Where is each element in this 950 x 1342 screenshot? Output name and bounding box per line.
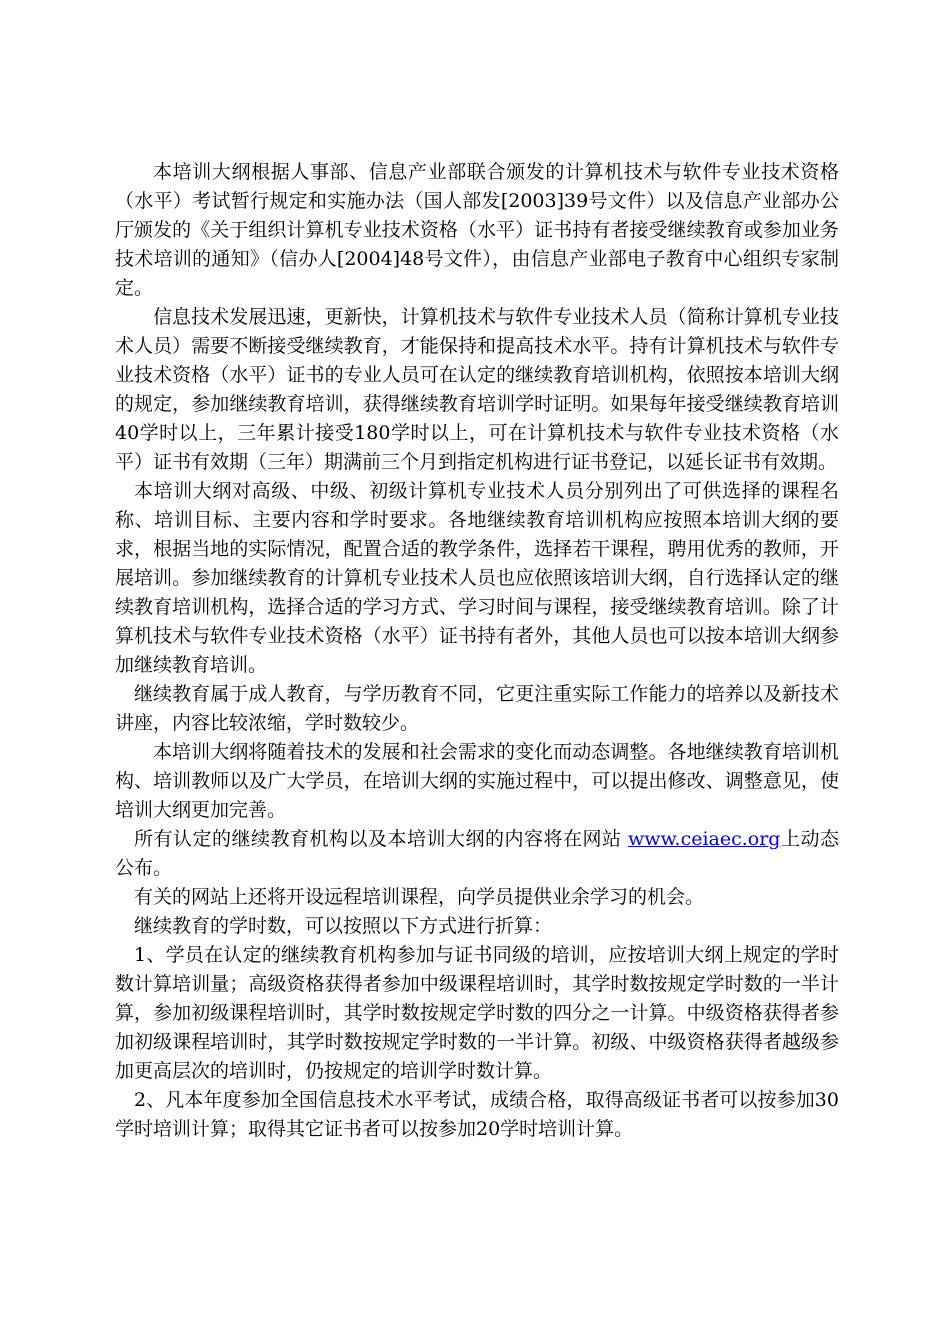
paragraph-origin-of-syllabus: 本培训大纲根据人事部、信息产业部联合颁发的计算机技术与软件专业技术资格（水平）考试暂行规定和实施办法（国人部发[2003]39号文件）以及信息产业部办公厅颁发的《关于组织计算机专业技术资格（水平）证书持有者接受继续教育或参加业务技术培训的通知》（信办人[2004]48号文件），由信息产业部电子教育中心组织专家制定。 [115,161,839,299]
paragraph-continuing-education-need: 信息技术发展迅速，更新快，计算机技术与软件专业技术人员（简称计算机专业技术人员）需要不断接受继续教育，才能保持和提高技术水平。持有计算机技术与软件专业技术资格（水平）证书的专业人员可在认定的继续教育培训机构，依照按本培训大纲的规定，参加继续教育培训，获得继续教育培训学时证明。如果每年接受继续教育培训40学时以上，三年累计接受180学时以上，可在计算机技术与软件专业技术资格（水平）证书有效期（三年）期满前三个月到指定机构进行证书登记，以延长证书有效期。 [115,306,839,473]
document-body [115,158,839,1144]
paragraph-credit-conversion-intro: 继续教育的学时数，可以按照以下方式进行折算： [134,915,553,937]
website-link[interactable]: www.ceiaec.org [628,828,781,850]
paragraph-dynamic-adjustment: 本培训大纲将随着技术的发展和社会需求的变化而动态调整。各地继续教育培训机构、培训教师以及广大学员，在培训大纲的实施过程中，可以提出修改、调整意见，使培训大纲更加完善。 [115,741,839,821]
paragraph-remote-training: 有关的网站上还将开设远程培训课程，向学员提供业余学习的机会。 [134,886,705,908]
website-text-before: 所有认定的继续教育机构以及本培训大纲的内容将在网站 [134,828,628,850]
paragraph-rule-1: 1、学员在认定的继续教育机构参加与证书同级的培训，应按培训大纲上规定的学时数计算培训量；高级资格获得者参加中级课程培训时，其学时数按规定学时数的一半计算，参加初级课程培训时，其学时数按规定学时数的四分之一计算。中级资格获得者参加初级课程培训时，其学时数按规定学时数的一半计算。初级、中级资格获得者越级参加更高层次的培训时，仍按规定的培训学时数计算。 [115,944,839,1082]
paragraph-adult-education: 继续教育属于成人教育，与学历教育不同，它更注重实际工作能力的培养以及新技术讲座，内容比较浓缩，学时数较少。 [115,683,839,734]
paragraph-rule-2: 2、凡本年度参加全国信息技术水平考试，成绩合格，取得高级证书者可以按参加30学时培训计算；取得其它证书者可以按参加20学时培训计算。 [115,1089,839,1140]
paragraph-course-selection: 本培训大纲对高级、中级、初级计算机专业技术人员分别列出了可供选择的课程名称、培训目标、主要内容和学时要求。各地继续教育培训机构应按照本培训大纲的要求，根据当地的实际情况，配置合适的教学条件，选择若干课程，聘用优秀的教师，开展培训。参加继续教育的计算机专业技术人员也应依照该培训大纲，自行选择认定的继续教育培训机构，选择合适的学习方式、学习时间与课程，接受继续教育培训。除了计算机技术与软件专业技术资格（水平）证书持有者外，其他人员也可以按本培训大纲参加继续教育培训。 [115,480,839,676]
website-text-after: 上动态公布。 [115,828,839,879]
paragraph-website-publication [115,825,839,883]
